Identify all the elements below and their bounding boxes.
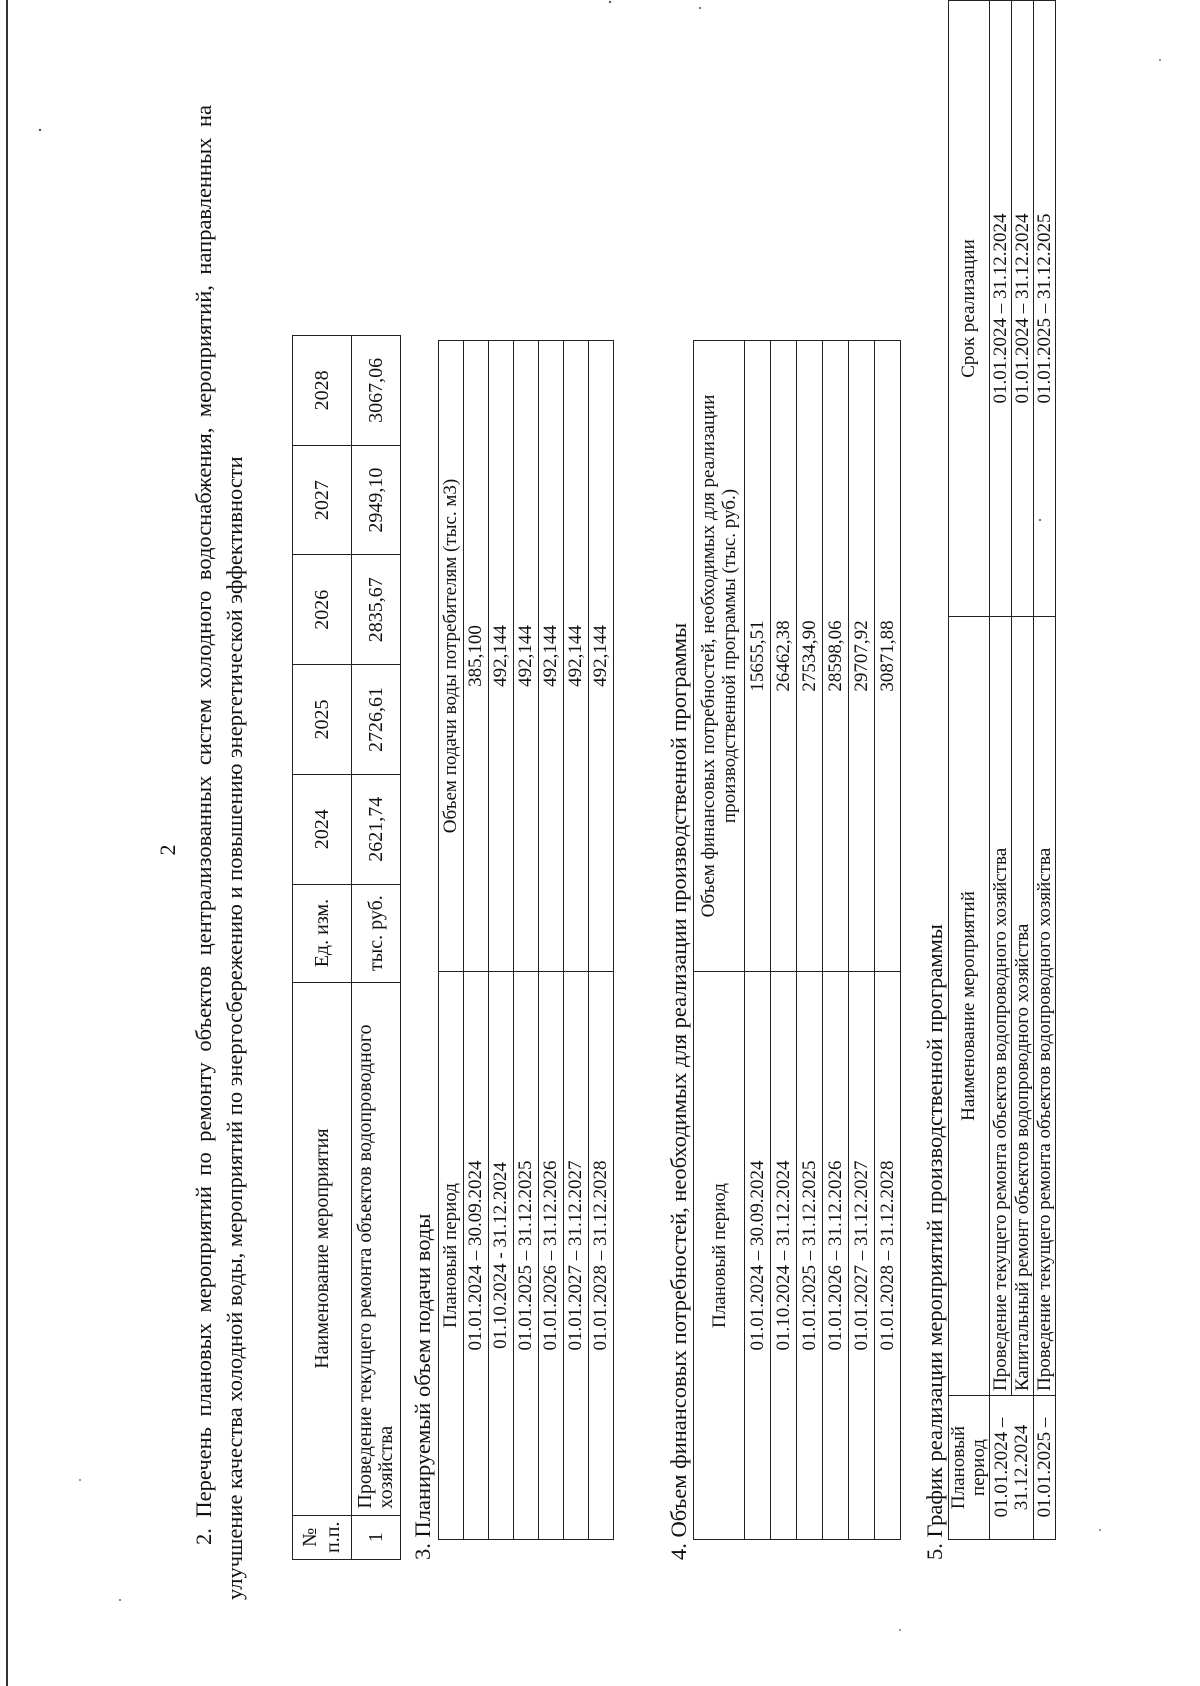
table-row	[1034, 1, 1056, 1540]
row-period: 01.01.2025 –	[1034, 1396, 1056, 1540]
water-supply-volume-table	[438, 340, 614, 1540]
row-value: 3067,06	[352, 336, 401, 446]
row-amount: 26462,38	[771, 341, 797, 972]
row-period: 01.10.2024 – 31.12.2024	[771, 972, 797, 1540]
header-activity-name: Наименование мероприятия	[293, 982, 352, 1515]
row-period: 01.10.2024 - 31.12.2024	[489, 972, 514, 1540]
header-period: Плановый период	[949, 1396, 990, 1540]
header-year: 2025	[293, 665, 352, 775]
row-value: 2726,61	[352, 665, 401, 775]
row-value: 2835,67	[352, 555, 401, 665]
row-amount: 30871,88	[875, 341, 901, 972]
table-row	[464, 341, 489, 1540]
row-amount: 27534,90	[797, 341, 823, 972]
table-row	[875, 341, 901, 1540]
activities-plan-table	[292, 335, 401, 1560]
financial-needs-table	[693, 340, 901, 1540]
row-period: 01.01.2025 – 31.12.2025	[797, 972, 823, 1540]
row-amount: 29707,92	[849, 341, 875, 972]
table-header-row	[439, 341, 464, 1540]
row-activity: Проведение текущего ремонта объектов водопроводного хозяйства	[990, 617, 1012, 1396]
row-period: 01.01.2024 – 30.09.2024	[464, 972, 489, 1540]
table-row	[797, 341, 823, 1540]
table-row	[352, 336, 401, 1560]
header-period: Плановый период	[694, 972, 745, 1540]
section-2-heading	[188, 105, 250, 1600]
header-year: 2027	[293, 445, 352, 555]
table-row	[539, 341, 564, 1540]
table-row	[823, 341, 849, 1540]
row-volume: 492,144	[539, 341, 564, 972]
table-row	[514, 341, 539, 1540]
table-row	[1012, 1, 1034, 1540]
table-header-row	[293, 336, 352, 1560]
row-amount: 15655,51	[745, 341, 771, 972]
table-row	[589, 341, 614, 1540]
row-period: 01.01.2027 – 31.12.2027	[849, 972, 875, 1540]
table-header-row	[694, 341, 745, 1540]
table-row	[771, 341, 797, 1540]
row-period: 01.01.2024 – 30.09.2024	[745, 972, 771, 1540]
schedule-table	[948, 0, 1056, 1540]
header-unit: Ед. изм.	[293, 884, 352, 982]
table-row	[489, 341, 514, 1540]
row-term: 01.01.2024 – 31.12.2024	[1012, 1, 1034, 617]
row-num: 1	[352, 1515, 401, 1559]
table-row	[990, 1, 1012, 1540]
row-amount: 28598,06	[823, 341, 849, 972]
row-volume: 492,144	[489, 341, 514, 972]
header-term: Срок реализации	[949, 1, 990, 617]
table-row	[849, 341, 875, 1540]
row-period: 01.01.2025 – 31.12.2025	[514, 972, 539, 1540]
row-volume: 492,144	[514, 341, 539, 972]
row-term: 01.01.2025 – 31.12.2025	[1034, 1, 1056, 617]
row-value: 2621,74	[352, 774, 401, 884]
page-number: 2	[155, 844, 180, 856]
header-financial-volume: Объем финансовых потребностей, необходимых для реализации производственной программы (тыс. руб.)	[694, 341, 745, 972]
table-header-row	[949, 1, 990, 1540]
table-row	[745, 341, 771, 1540]
header-volume: Объем подачи воды потребителям (тыс. м3)	[439, 341, 464, 972]
row-period: 01.01.2024 – 31.12.2024	[990, 1396, 1034, 1540]
row-activity: Капитальный ремонт объектов водопроводного хозяйства	[1012, 617, 1034, 1396]
row-period: 01.01.2028 – 31.12.2028	[875, 972, 901, 1540]
header-num: № п.п.	[293, 1515, 352, 1559]
row-value: 2949,10	[352, 445, 401, 555]
row-volume: 492,144	[564, 341, 589, 972]
header-period: Плановый период	[439, 972, 464, 1540]
header-year: 2024	[293, 774, 352, 884]
section-4-title: 4. Объем финансовых потребностей, необходимых для реализации производственной программы	[666, 622, 691, 1560]
rotated-page	[80, 60, 1130, 1640]
row-period: 01.01.2026 – 31.12.2026	[539, 972, 564, 1540]
row-activity: Проведение текущего ремонта объектов водопроводного хозяйства	[1034, 617, 1056, 1396]
row-volume: 385,100	[464, 341, 489, 972]
header-year: 2028	[293, 336, 352, 446]
row-term: 01.01.2024 – 31.12.2024	[990, 1, 1012, 617]
table-row	[564, 341, 589, 1540]
section-2-heading-text: 2. Перечень плановых мероприятий по ремонту объектов централизованных систем холодного водоснабжения, мероприятий, направленных на улучшение качества холодной воды, мероприятий по энергосбережению и повышению энергетической эффективности	[191, 105, 247, 1600]
header-activities: Наименование мероприятий	[949, 617, 990, 1396]
section-3-title: 3. Планируемый объем подачи воды	[410, 1213, 435, 1560]
header-year: 2026	[293, 555, 352, 665]
row-period: 01.01.2028 – 31.12.2028	[589, 972, 614, 1540]
section-5-title: 5. График реализации мероприятий производственной программы	[922, 924, 947, 1560]
row-volume: 492,144	[589, 341, 614, 972]
row-unit: тыс. руб.	[352, 884, 401, 982]
row-activity-name: Проведение текущего ремонта объектов водопроводного хозяйства	[352, 982, 401, 1515]
row-period: 01.01.2026 – 31.12.2026	[823, 972, 849, 1540]
row-period: 01.01.2027 – 31.12.2027	[564, 972, 589, 1540]
